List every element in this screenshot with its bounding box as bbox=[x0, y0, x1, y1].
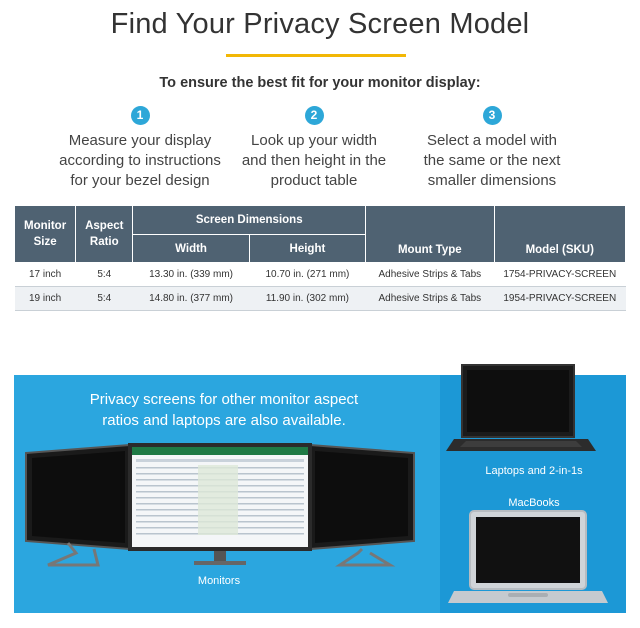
cell-mount: Adhesive Strips & Tabs bbox=[366, 263, 494, 287]
step-line: product table bbox=[270, 172, 358, 189]
step-line: and then height in the bbox=[241, 152, 387, 169]
header-line: Monitor bbox=[24, 220, 67, 232]
cell-height: 11.90 in. (302 mm) bbox=[249, 287, 365, 311]
col-height: Height bbox=[249, 235, 365, 263]
cell-size: 19 inch bbox=[15, 287, 76, 311]
title-underline bbox=[226, 54, 406, 57]
step-1 bbox=[45, 106, 235, 191]
cell-model: 1754-PRIVACY-SCREEN bbox=[494, 263, 625, 287]
page-title: Find Your Privacy Screen Model bbox=[110, 8, 530, 40]
step-line: Select a model with bbox=[426, 132, 558, 149]
col-screen-dimensions: Screen Dimensions bbox=[133, 206, 366, 235]
header-line: Aspect bbox=[85, 220, 124, 232]
macbooks-caption: MacBooks bbox=[508, 497, 560, 509]
step-3 bbox=[397, 106, 587, 191]
banner-line: ratios and laptops are also available. bbox=[102, 412, 346, 429]
monitors-illustration bbox=[18, 441, 418, 571]
step-line: for your bezel design bbox=[70, 172, 210, 189]
step-line: Measure your display bbox=[68, 132, 212, 149]
cell-ratio: 5:4 bbox=[76, 287, 133, 311]
cell-size: 17 inch bbox=[15, 263, 76, 287]
step-text bbox=[219, 131, 409, 191]
cell-ratio: 5:4 bbox=[76, 263, 133, 287]
laptop-illustration bbox=[446, 363, 596, 455]
step-number-icon: 3 bbox=[483, 106, 502, 125]
step-number-icon: 2 bbox=[305, 106, 324, 125]
other-models-banner bbox=[14, 375, 626, 613]
step-number-icon: 1 bbox=[131, 106, 150, 125]
col-aspect-ratio bbox=[76, 206, 133, 263]
banner-line: Privacy screens for other monitor aspect bbox=[89, 391, 359, 408]
col-monitor-size bbox=[15, 206, 76, 263]
step-text bbox=[45, 131, 235, 191]
cell-height: 10.70 in. (271 mm) bbox=[249, 263, 365, 287]
banner-message bbox=[54, 389, 394, 431]
laptops-caption: Laptops and 2-in-1s bbox=[485, 465, 583, 477]
header-line: Ratio bbox=[89, 236, 119, 248]
step-text bbox=[397, 131, 587, 191]
cell-mount: Adhesive Strips & Tabs bbox=[366, 287, 494, 311]
cell-width: 14.80 in. (377 mm) bbox=[133, 287, 249, 311]
step-line: according to instructions bbox=[59, 152, 221, 169]
col-model-sku: Model (SKU) bbox=[494, 206, 625, 263]
col-mount-type: Mount Type bbox=[366, 206, 494, 263]
monitors-caption: Monitors bbox=[197, 575, 241, 587]
table-row bbox=[15, 263, 626, 287]
cell-width: 13.30 in. (339 mm) bbox=[133, 263, 249, 287]
model-table bbox=[14, 205, 626, 311]
step-line: Look up your width bbox=[251, 132, 377, 149]
macbook-illustration bbox=[448, 507, 608, 611]
intro-text: To ensure the best fit for your monitor display: bbox=[159, 75, 481, 91]
cell-model: 1954-PRIVACY-SCREEN bbox=[494, 287, 625, 311]
table-row bbox=[15, 287, 626, 311]
col-width: Width bbox=[133, 235, 249, 263]
step-2 bbox=[219, 106, 409, 191]
header-line: Size bbox=[33, 236, 57, 248]
step-line: the same or the next bbox=[423, 152, 561, 169]
step-line: smaller dimensions bbox=[427, 172, 557, 189]
